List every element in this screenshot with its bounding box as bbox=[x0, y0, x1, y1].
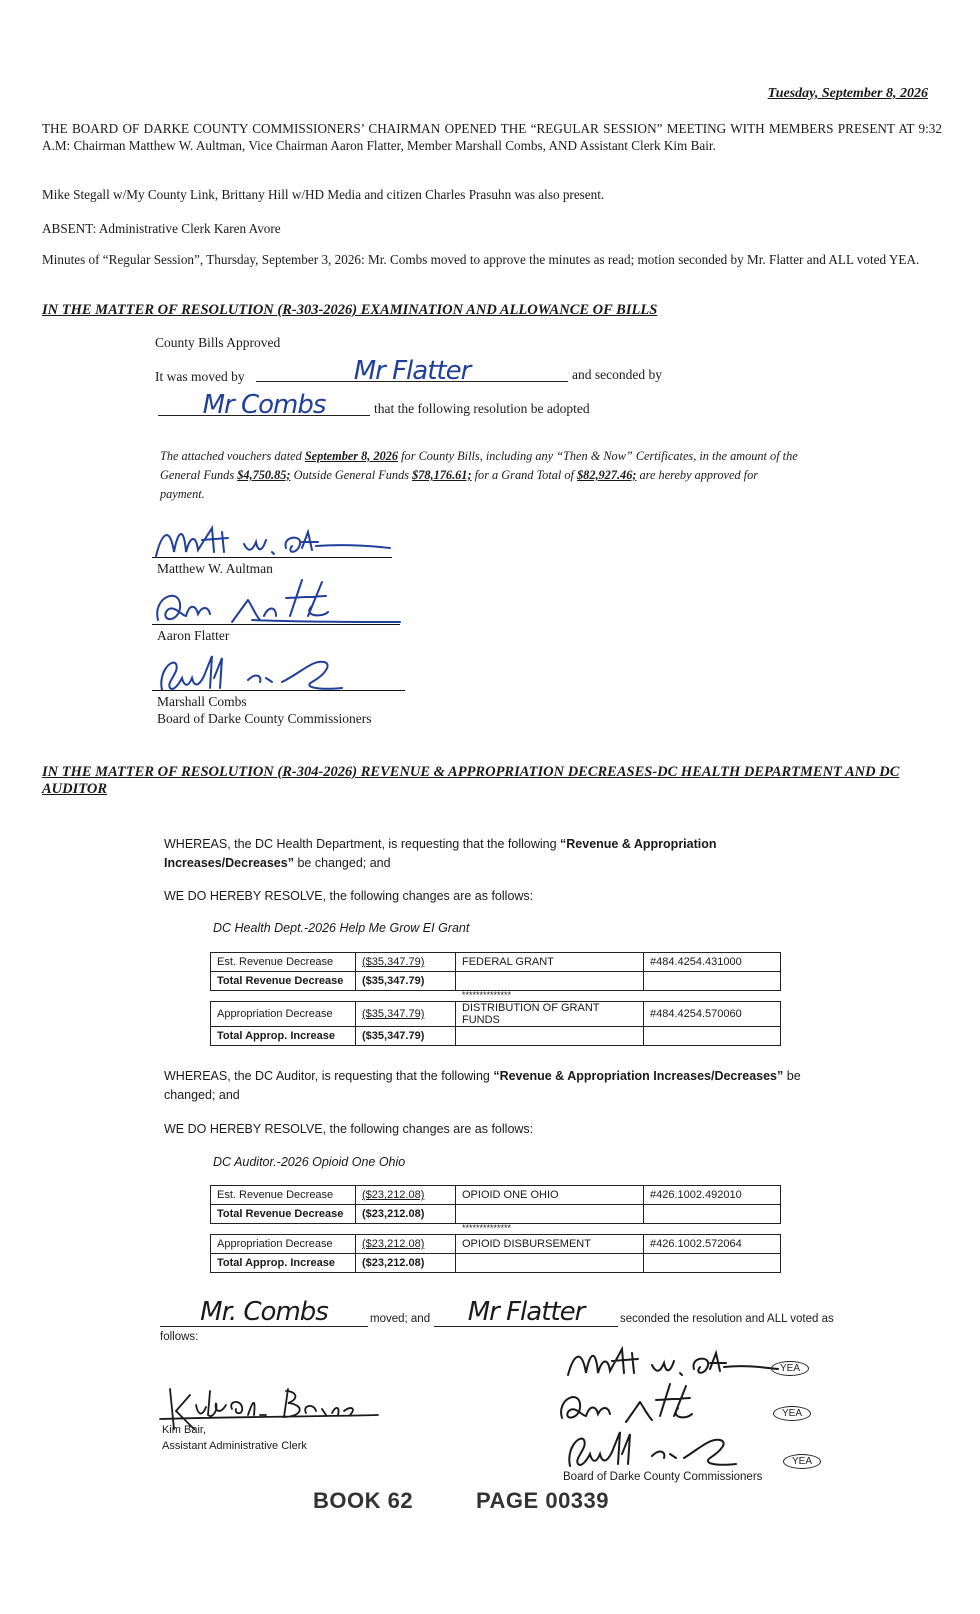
auditor-rev-desc: OPIOID ONE OHIO bbox=[456, 1186, 644, 1205]
auditor-app-account: #426.1002.572064 bbox=[644, 1235, 781, 1254]
flatter-signature-line bbox=[152, 624, 400, 625]
health-grant-title: DC Health Dept.-2026 Help Me Grow EI Grant bbox=[213, 921, 470, 935]
general-funds-amount: $4,750.85; bbox=[237, 468, 291, 482]
absent-paragraph: ABSENT: Administrative Clerk Karen Avore bbox=[42, 221, 281, 236]
voucher-date: September 8, 2026 bbox=[304, 449, 399, 463]
adopted-label: that the following resolution be adopted bbox=[374, 401, 590, 416]
moved-line bbox=[160, 1297, 368, 1327]
health-app-total-label: Total Approp. Increase bbox=[211, 1027, 356, 1046]
health-app-desc: DISTRIBUTION OF GRANT FUNDS bbox=[456, 1002, 644, 1027]
seconded-label: seconded the resolution and ALL voted as bbox=[620, 1313, 834, 1325]
auditor-app-total-amount: ($23,212.08) bbox=[356, 1254, 456, 1273]
grand-total-amount: $82,927.46; bbox=[577, 468, 637, 482]
auditor-rev-amount: ($23,212.08) bbox=[356, 1186, 456, 1205]
moved-by-line bbox=[256, 356, 568, 386]
meeting-date: Tuesday, September 8, 2026 bbox=[767, 86, 928, 101]
health-rev-account: #484.4254.431000 bbox=[644, 953, 781, 972]
moved-by-handwriting: Mr Flatter bbox=[353, 356, 471, 386]
auditor-app-desc: OPIOID DISBURSEMENT bbox=[456, 1235, 644, 1254]
aultman-signature bbox=[152, 522, 397, 562]
health-separator: ************** bbox=[462, 990, 512, 1000]
resolution-303-heading: IN THE MATTER OF RESOLUTION (R-303-2026) EXAMINATION AND ALLOWANCE OF BILLS bbox=[42, 302, 658, 318]
vote-flatter-signature bbox=[556, 1380, 706, 1426]
vote-combs-signature bbox=[560, 1430, 740, 1470]
vote-aultman-signature bbox=[564, 1345, 779, 1381]
health-appropriation-table bbox=[210, 1001, 781, 1046]
voucher-text: The attached vouchers dated September 8, 2026 for County Bills, including any “Then & Now” Certificates, in the amount of the General Funds $4,750.85; Outside General Funds $78,176.61; for a Grand Total of $82,927.46; are hereby approved for payment. bbox=[160, 449, 798, 501]
minutes-paragraph: Minutes of “Regular Session”, Thursday, September 3, 2026: Mr. Combs moved to approve the minutes as read; motion seconded by Mr. Flatter and ALL voted YEA. bbox=[42, 252, 920, 267]
health-rev-label: Est. Revenue Decrease bbox=[211, 953, 356, 972]
auditor-rev-label: Est. Revenue Decrease bbox=[211, 1186, 356, 1205]
auditor-rev-account: #426.1002.492010 bbox=[644, 1186, 781, 1205]
health-rev-amount: ($35,347.79) bbox=[356, 953, 456, 972]
whereas-auditor-paragraph: WHEREAS, the DC Auditor, is requesting that the following “Revenue & Appropriation Increases/Decreases” be changed; and bbox=[164, 1069, 801, 1102]
seconded-by-line bbox=[158, 390, 370, 420]
aultman-signature-line bbox=[152, 557, 392, 558]
health-app-account: #484.4254.570060 bbox=[644, 1002, 781, 1027]
resolve-health-paragraph: WE DO HEREBY RESOLVE, the following changes are as follows: bbox=[164, 889, 534, 903]
seconded-handwriting: Mr Flatter bbox=[467, 1297, 585, 1327]
follows-label: follows: bbox=[160, 1331, 199, 1343]
board-name: Board of Darke County Commissioners bbox=[157, 711, 372, 726]
health-rev-total-label: Total Revenue Decrease bbox=[211, 972, 356, 991]
opening-paragraph: THE BOARD OF DARKE COUNTY COMMISSIONERS’ CHAIRMAN OPENED THE “REGULAR SESSION” MEETING WITH MEMBERS PRESENT AT 9:32 A.M: Chairman Matthew W. Aultman, Vice Chairman Aaron Flatter, Member Marshall Combs, AND Assistant Clerk Kim Bair. bbox=[42, 121, 942, 153]
auditor-appropriation-table bbox=[210, 1234, 781, 1273]
vote-combs-yea: YEA bbox=[783, 1454, 821, 1469]
seconded-line bbox=[434, 1297, 618, 1327]
combs-name: Marshall Combs bbox=[157, 694, 247, 709]
auditor-app-label: Appropriation Decrease bbox=[211, 1235, 356, 1254]
health-app-label: Appropriation Decrease bbox=[211, 1002, 356, 1027]
book-number: BOOK 62 bbox=[313, 1488, 414, 1513]
resolve-auditor-paragraph: WE DO HEREBY RESOLVE, the following changes are as follows: bbox=[164, 1122, 534, 1136]
auditor-app-total-label: Total Approp. Increase bbox=[211, 1254, 356, 1273]
clerk-title: Assistant Administrative Clerk bbox=[162, 1440, 307, 1452]
vote-aultman-yea: YEA bbox=[771, 1361, 809, 1376]
page-number: PAGE 00339 bbox=[476, 1488, 610, 1513]
health-app-amount: ($35,347.79) bbox=[356, 1002, 456, 1027]
moved-label: moved; and bbox=[370, 1313, 431, 1325]
health-app-total-amount: ($35,347.79) bbox=[356, 1027, 456, 1046]
auditor-revenue-table bbox=[210, 1185, 781, 1224]
outside-funds-amount: $78,176.61; bbox=[412, 468, 472, 482]
present-paragraph: Mike Stegall w/My County Link, Brittany Hill w/HD Media and citizen Charles Prasuhn was also present. bbox=[42, 187, 605, 202]
health-revenue-table bbox=[210, 952, 781, 991]
auditor-app-amount: ($23,212.08) bbox=[356, 1235, 456, 1254]
moved-handwriting: Mr. Combs bbox=[200, 1297, 328, 1327]
whereas-health-paragraph: WHEREAS, the DC Health Department, is requesting that the following “Revenue & Appropriation Increases/Decreases” be changed; and bbox=[164, 837, 717, 870]
resolution-304-heading: IN THE MATTER OF RESOLUTION (R-304-2026) REVENUE & APPROPRIATION DECREASES-DC HEALTH DEPARTMENT AND DC AUDITOR bbox=[42, 764, 900, 797]
vote-board-name: Board of Darke County Commissioners bbox=[563, 1471, 763, 1483]
auditor-rev-total-label: Total Revenue Decrease bbox=[211, 1205, 356, 1224]
health-rev-desc: FEDERAL GRANT bbox=[456, 953, 644, 972]
seconded-by-handwriting: Mr Combs bbox=[202, 390, 326, 420]
county-bills-label: County Bills Approved bbox=[155, 335, 281, 350]
moved-by-label: It was moved by bbox=[155, 369, 245, 384]
auditor-separator: ************** bbox=[462, 1223, 512, 1233]
aultman-name: Matthew W. Aultman bbox=[157, 561, 273, 576]
health-rev-total-amount: ($35,347.79) bbox=[356, 972, 456, 991]
auditor-grant-title: DC Auditor.-2026 Opioid One Ohio bbox=[213, 1155, 406, 1169]
vote-flatter-yea: YEA bbox=[773, 1406, 811, 1421]
seconded-by-label: and seconded by bbox=[572, 367, 662, 382]
clerk-name: Kim Bair, bbox=[162, 1424, 207, 1436]
combs-signature bbox=[152, 652, 407, 694]
combs-signature-line bbox=[152, 690, 405, 691]
auditor-rev-total-amount: ($23,212.08) bbox=[356, 1205, 456, 1224]
flatter-signature bbox=[152, 576, 402, 628]
flatter-name: Aaron Flatter bbox=[157, 628, 230, 643]
